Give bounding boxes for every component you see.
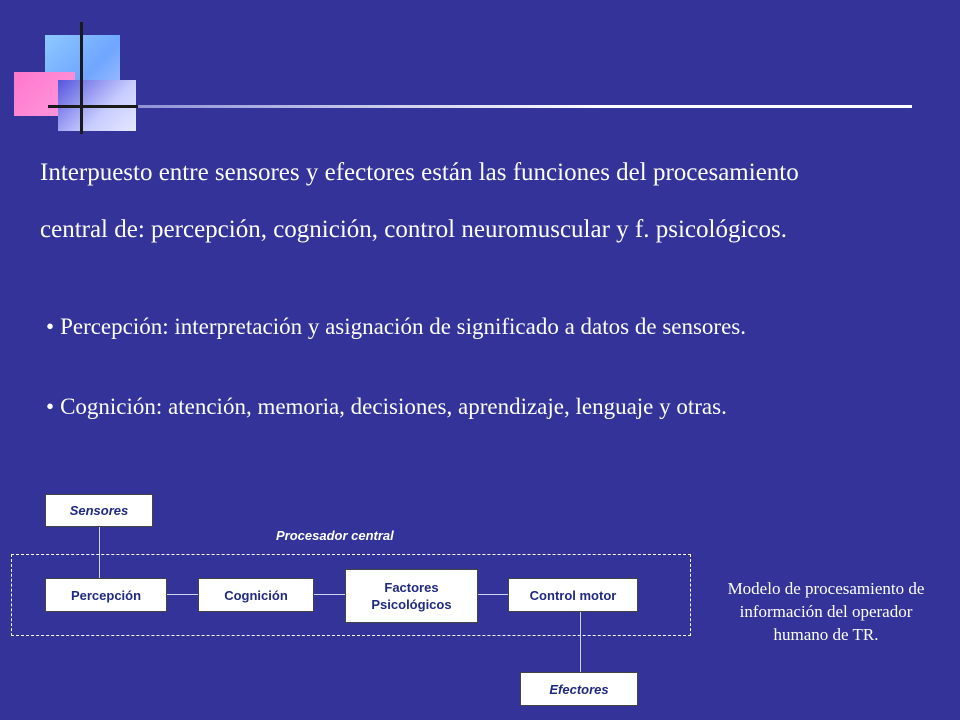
node-factores-psicologicos [345,569,478,623]
decor-horizontal-line-dark [48,105,138,108]
bullet-percepcion [46,314,946,340]
decor-vertical-line [80,22,83,134]
bullet-text: Cognición: atención, memoria, decisiones, aprendizaje, lenguaje y otras. [60,394,727,419]
node-factores-line-1: Factores [384,580,439,595]
node-percepcion: Percepción [45,578,167,612]
caption-line-2: información del operador [739,602,913,621]
node-control-motor: Control motor [508,578,638,612]
connector-factores-control [478,594,508,595]
connector-control-efectores [580,612,581,672]
intro-line-2: central de: percepción, cognición, control neuromuscular y f. psicológicos. [40,216,787,243]
caption-line-3: humano de TR. [773,625,879,644]
bullet-text: Percepción: interpretación y asignación de significado a datos de sensores. [60,314,746,339]
node-sensores: Sensores [45,494,153,527]
central-processor-label: Procesador central [276,528,394,543]
node-factores-line-2: Psicológicos [371,597,452,612]
caption-line-1: Modelo de procesamiento de [727,579,925,598]
node-efectores: Efectores [520,672,638,706]
decor-horizontal-line [138,105,912,108]
bullet-marker: • [46,314,55,339]
bullet-cognicion [46,394,946,420]
connector-cognicion-factores [314,594,345,595]
intro-line-1: Interpuesto entre sensores y efectores están las funciones del procesamiento [40,159,799,186]
connector-percepcion-cognicion [167,594,198,595]
diagram-caption [698,577,954,646]
connector-sensores-percepcion [99,527,100,578]
intro-paragraph [40,144,940,258]
bullet-marker: • [46,394,55,419]
node-cognicion: Cognición [198,578,314,612]
